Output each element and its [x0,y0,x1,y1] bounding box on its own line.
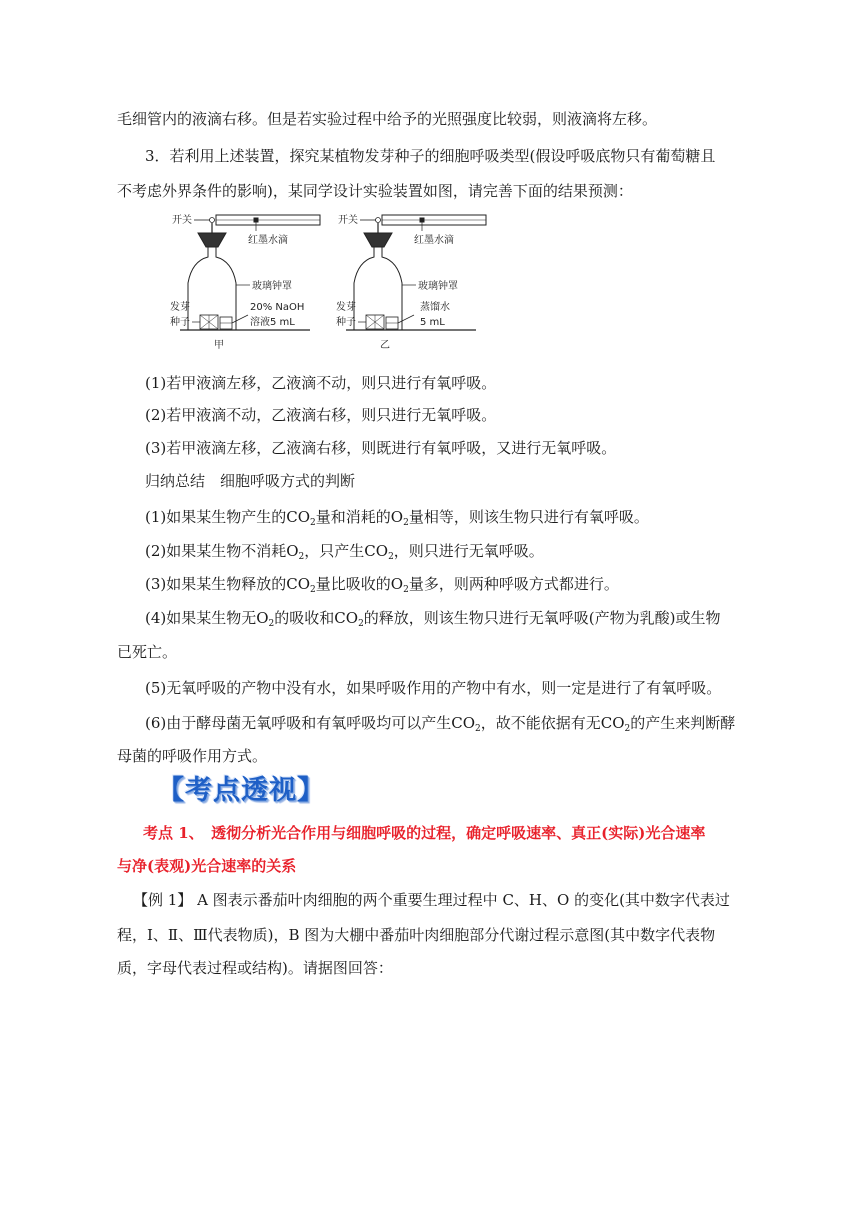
apparatus-figure [170,205,490,355]
example-text: 质，字母代表过程或结构)。请据图回答： [117,959,393,977]
text-line: 毛细管内的液滴右移。但是若实验过程中给予的光照强度比较弱，则液滴将左移。 [117,110,658,128]
kaodian-title: 考点 1、 透彻分析光合作用与细胞呼吸的过程，确定呼吸速率、真正(实际)光合速率 [143,824,706,842]
summary-item: (2)如果某生物不消耗$O_2$，只产生$CO_2$，则只进行无氧呼吸。 [145,542,544,562]
prediction-item: (2)若甲液滴不动，乙液滴右移，则只进行无氧呼吸。 [145,406,497,424]
bell-jar-label: 玻璃钟罩 [252,281,292,292]
summary-item: (6)由于酵母菌无氧呼吸和有氧呼吸均可以产生$CO_2$，故不能依据有无$CO_2$的产生来判断酵 [145,714,736,734]
solution-label: 溶液5 mL [250,317,295,328]
seed-label: 种子 [336,317,356,328]
seed-label: 发芽 [170,302,190,313]
solution-label: 蒸馏水 [420,302,450,313]
summary-item-cont: 母菌的呼吸作用方式。 [117,747,268,765]
text-line: 不考虑外界条件的影响)，某同学设计实验装置如图，请完善下面的结果预测： [117,182,633,200]
example-text: 程，Ⅰ、Ⅱ、Ⅲ代表物质)，B 图为大棚中番茄叶肉细胞部分代谢过程示意图(其中数字代表物 [117,926,716,944]
text-line: 3．若利用上述装置，探究某植物发芽种子的细胞呼吸类型(假设呼吸底物只有葡萄糖且 [145,147,716,165]
summary-item: (5)无氧呼吸的产物中没有水，如果呼吸作用的产物中有水，则一定是进行了有氧呼吸。 [145,679,722,697]
solution-label: 20% NaOH [250,302,305,313]
section-badge [157,768,325,808]
figure-label-jia: 甲 [214,340,224,351]
summary-item: (1)如果某生物产生的$CO_2$量和消耗的$O_2$量相等，则该生物只进行有氧呼吸。 [145,508,649,528]
seed-label: 种子 [170,317,190,328]
switch-label: 开关 [172,215,192,226]
solution-label: 5 mL [420,317,445,328]
switch-label: 开关 [338,215,358,226]
drop-label: 红墨水滴 [414,235,454,246]
summary-item-cont: 已死亡。 [117,643,178,661]
example-text: 【例 1】 A 图表示番茄叶肉细胞的两个重要生理过程中 C、H、O 的变化(其中数字代表过 [133,891,730,909]
section-badge-text: 【考点透视】 [157,775,325,806]
apparatus-right [336,214,486,351]
apparatus-left [170,214,320,351]
figure-label-yi: 乙 [380,340,390,351]
summary-item: (4)如果某生物无$O_2$的吸收和$CO_2$的释放，则该生物只进行无氧呼吸(产物为乳酸)或生物 [145,609,721,629]
kaodian-title-cont: 与净(表观)光合速率的关系 [117,857,297,875]
drop-label: 红墨水滴 [248,235,288,246]
summary-heading: 归纳总结 细胞呼吸方式的判断 [145,472,356,490]
seed-label: 发芽 [336,302,356,313]
prediction-item: (3)若甲液滴左移，乙液滴右移，则既进行有氧呼吸，又进行无氧呼吸。 [145,439,617,457]
prediction-item: (1)若甲液滴左移，乙液滴不动，则只进行有氧呼吸。 [145,374,497,392]
summary-item: (3)如果某生物释放的$CO_2$量比吸收的$O_2$量多，则两种呼吸方式都进行。 [145,575,619,595]
bell-jar-label: 玻璃钟罩 [418,281,458,292]
